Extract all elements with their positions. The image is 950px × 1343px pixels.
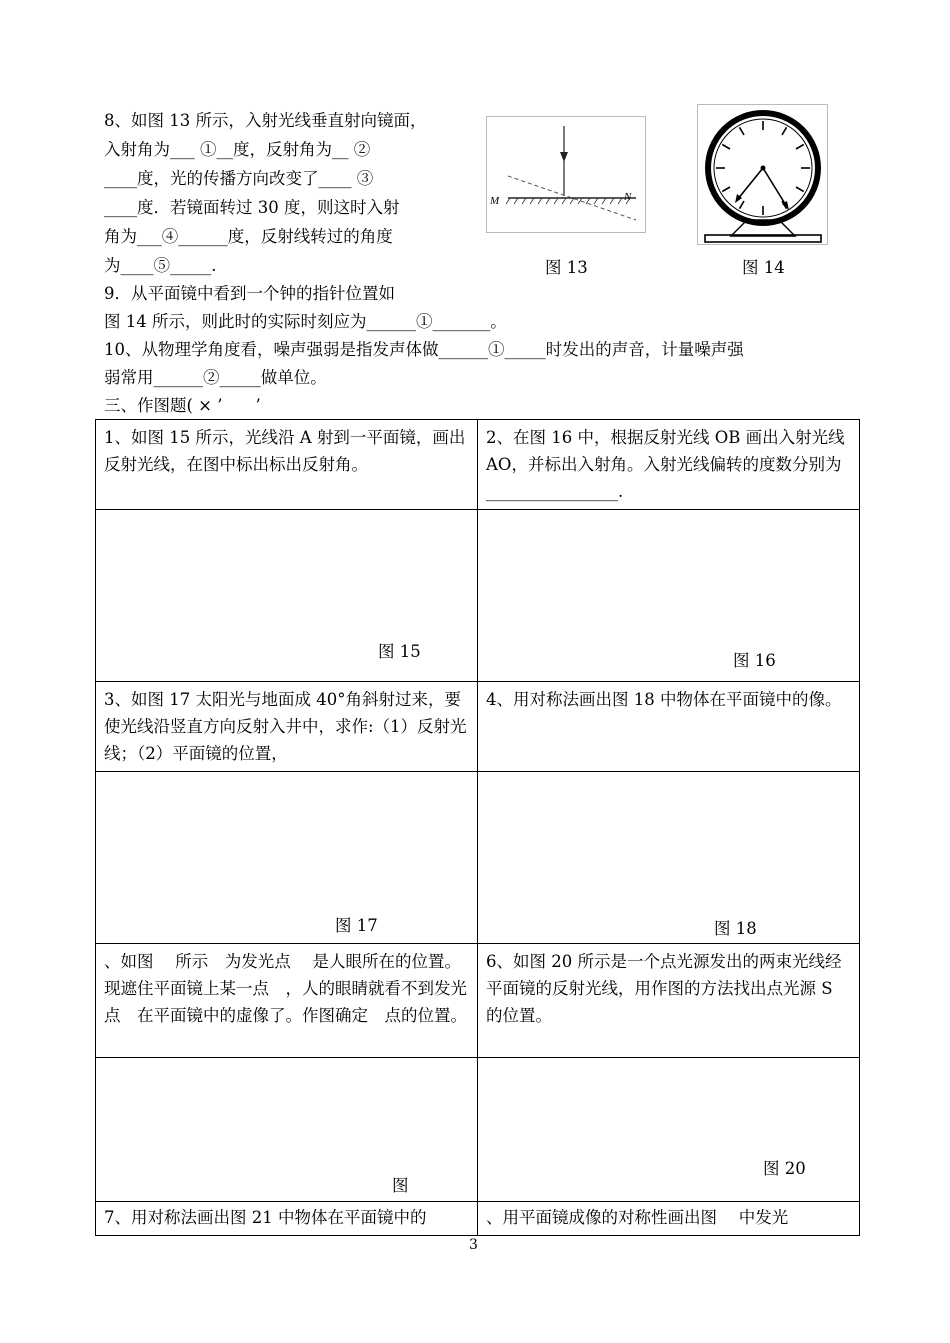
figure-13-caption: 图 13 [545, 258, 588, 277]
figure-18-caption: 图 18 [714, 919, 757, 938]
task-7-cell [96, 1202, 478, 1236]
q10-line1: 10、从物理学角度看，噪声强弱是指发声体做______①_____时发出的声音，计量噪声强 [104, 340, 744, 359]
q8-line1: 8、如图 13 所示，入射光线垂直射向镜面， [104, 111, 427, 130]
task-3-text: 3、如图 17 太阳光与地面成 40°角斜射过来，要使光线沿竖直方向反射入井中，求作:（1）反射光线；（2）平面镜的位置， [104, 690, 467, 763]
task-5-drawing-area[interactable] [96, 1058, 478, 1202]
task-5-cell [96, 944, 478, 1058]
task-2-cell [478, 420, 860, 510]
task-7-text: 7、用对称法画出图 21 中物体在平面镜中的 [104, 1208, 427, 1227]
figure-15-caption: 图 15 [378, 642, 421, 661]
task-2-drawing-area[interactable] [478, 510, 860, 682]
task-3-drawing-area[interactable] [96, 772, 478, 944]
page-number: 3 [469, 1237, 478, 1253]
q9-line1: 9．从平面镜中看到一个钟的指针位置如 [104, 284, 395, 303]
label-n: N [624, 191, 632, 203]
q8-line3: ____度，光的传播方向改变了____ ③ [104, 169, 374, 188]
task-8-text: 、用平面镜成像的对称性画出图 中发光 [486, 1208, 789, 1227]
label-m: M [490, 195, 500, 207]
q8-line2: 入射角为___ ①__度，反射角为__ ② [104, 140, 371, 159]
q10-line2: 弱常用______②_____做单位。 [104, 368, 327, 387]
q8-line6: 为____⑤_____. [104, 256, 217, 275]
figure-13 [486, 116, 646, 237]
q8-line4: ____度．若镜面转过 30 度，则这时入射 [104, 198, 400, 217]
q9-line2: 图 14 所示，则此时的实际时刻应为______①_______。 [104, 312, 507, 331]
task-2-text: 2、在图 16 中，根据反射光线 OB 画出入射光线 AO，并标出入射角。入射光线偏转的度数分别为________________. [486, 428, 845, 501]
task-1-text: 1、如图 15 所示，光线沿 A 射到一平面镜，画出反射光线，在图中标出标出反射角。 [104, 428, 466, 474]
figure-17-caption: 图 17 [335, 916, 378, 935]
task-4-text: 4、用对称法画出图 18 中物体在平面镜中的像。 [486, 690, 842, 709]
task-6-cell [478, 944, 860, 1058]
figure-19-caption: 图 [392, 1176, 409, 1195]
task-6-text: 6、如图 20 所示是一个点光源发出的两束光线经平面镜的反射光线，用作图的方法找出点光源 S 的位置。 [486, 952, 842, 1025]
task-3-cell [96, 682, 478, 772]
section-heading: 三、作图题( × ’ ’ [104, 396, 261, 415]
figure-16-caption: 图 16 [733, 651, 776, 670]
task-1-drawing-area[interactable] [96, 510, 478, 682]
figure-14 [697, 104, 828, 249]
task-4-drawing-area[interactable] [478, 772, 860, 944]
q8-line5: 角为___④______度，反射线转过的角度 [104, 227, 393, 246]
task-4-cell [478, 682, 860, 772]
task-1-cell [96, 420, 478, 510]
drawing-table [95, 419, 860, 1236]
task-5-text: 、如图 所示 为发光点 是人眼所在的位置。现遮住平面镜上某一点 ，人的眼睛就看不到发光点 在平面镜中的虚像了。作图确定 点的位置。 [104, 952, 467, 1025]
task-6-drawing-area[interactable] [478, 1058, 860, 1202]
figure-20-caption: 图 20 [763, 1159, 806, 1178]
figure-14-caption: 图 14 [742, 258, 785, 277]
task-8-cell [478, 1202, 860, 1236]
